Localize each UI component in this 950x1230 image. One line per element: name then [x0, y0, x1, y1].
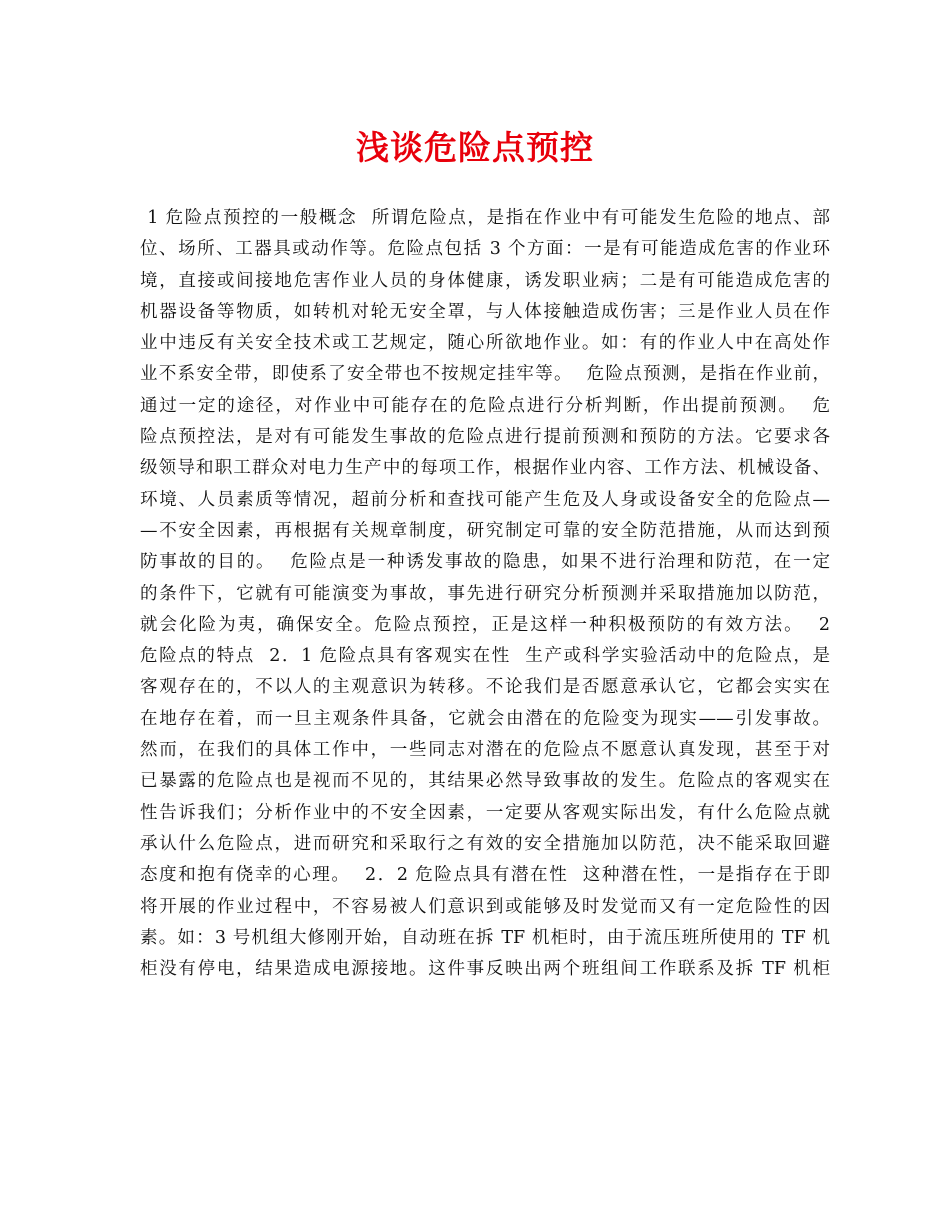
body-text-line: 境，直接或间接地危害作业人员的身体健康，诱发职业病；二是有可能造成危害的 [140, 270, 830, 291]
body-text-line: 危险点的特点 2．1 危险点具有客观实在性 生产或科学实验活动中的危险点，是 [140, 646, 830, 667]
body-text-line: 将开展的作业过程中，不容易被人们意识到或能够及时发觉而又有一定危险性的因 [140, 896, 830, 917]
body-text-line: 位、场所、工器具或动作等。危险点包括 3 个方面：一是有可能造成危害的作业环 [140, 239, 830, 260]
body-text-line: 防事故的目的。 危险点是一种诱发事故的隐患，如果不进行治理和防范，在一定 [140, 552, 830, 573]
body-text-line: 柜没有停电，结果造成电源接地。这件事反映出两个班组间工作联系及拆 TF 机柜 [140, 959, 830, 980]
body-text-line: 承认什么危险点，进而研究和采取行之有效的安全措施加以防范，决不能采取回避 [140, 833, 830, 854]
body-text-line: —不安全因素，再根据有关规章制度，研究制定可靠的安全防范措施，从而达到预 [140, 520, 830, 541]
body-text-line: 然而，在我们的具体工作中，一些同志对潜在的危险点不愿意认真发现，甚至于对 [140, 740, 830, 761]
body-text-line: 环境、人员素质等情况，超前分析和查找可能产生危及人身或设备安全的危险点— [140, 489, 830, 510]
body-text-line: 已暴露的危险点也是视而不见的，其结果必然导致事故的发生。危险点的客观实在 [140, 771, 830, 792]
document-title: 浅谈危险点预控 [356, 128, 594, 167]
body-text-line: 在地存在着，而一旦主观条件具备，它就会由潜在的危险变为现实——引发事故。 [140, 708, 830, 729]
body-text-line: 态度和抱有侥幸的心理。 2．2 危险点具有潜在性 这种潜在性，一是指存在于即 [140, 865, 830, 886]
body-text-line: 的条件下，它就有可能演变为事故，事先进行研究分析预测并采取措施加以防范， [140, 583, 830, 604]
body-text-line: 级领导和职工群众对电力生产中的每项工作，根据作业内容、工作方法、机械设备、 [140, 458, 830, 479]
body-text-line: 性告诉我们；分析作业中的不安全因素，一定要从客观实际出发，有什么危险点就 [140, 802, 830, 823]
body-text-line: 客观存在的，不以人的主观意识为转移。不论我们是否愿意承认它，它都会实实在 [140, 677, 830, 698]
body-text-line: 业不系安全带，即使系了安全带也不按规定挂牢等。 危险点预测，是指在作业前， [140, 364, 830, 385]
body-text-line: 险点预控法，是对有可能发生事故的危险点进行提前预测和预防的方法。它要求各 [140, 427, 830, 448]
body-text-line: 通过一定的途径，对作业中可能存在的危险点进行分析判断，作出提前预测。 危 [140, 395, 830, 416]
body-text-line: 机器设备等物质，如转机对轮无安全罩，与人体接触造成伤害；三是作业人员在作 [140, 301, 830, 322]
body-text-line: 1 危险点预控的一般概念 所谓危险点，是指在作业中有可能发生危险的地点、部 [140, 208, 830, 228]
body-text-line: 素。如：3 号机组大修刚开始，自动班在拆 TF 机柜时，由于流压班所使用的 TF 机 [140, 927, 830, 948]
body-text-line: 业中违反有关安全技术或工艺规定，随心所欲地作业。如：有的作业人中在高处作 [140, 333, 830, 354]
body-text-line: 就会化险为夷，确保安全。危险点预控，正是这样一种积极预防的有效方法。 2 [140, 614, 830, 635]
document-body [140, 203, 830, 985]
